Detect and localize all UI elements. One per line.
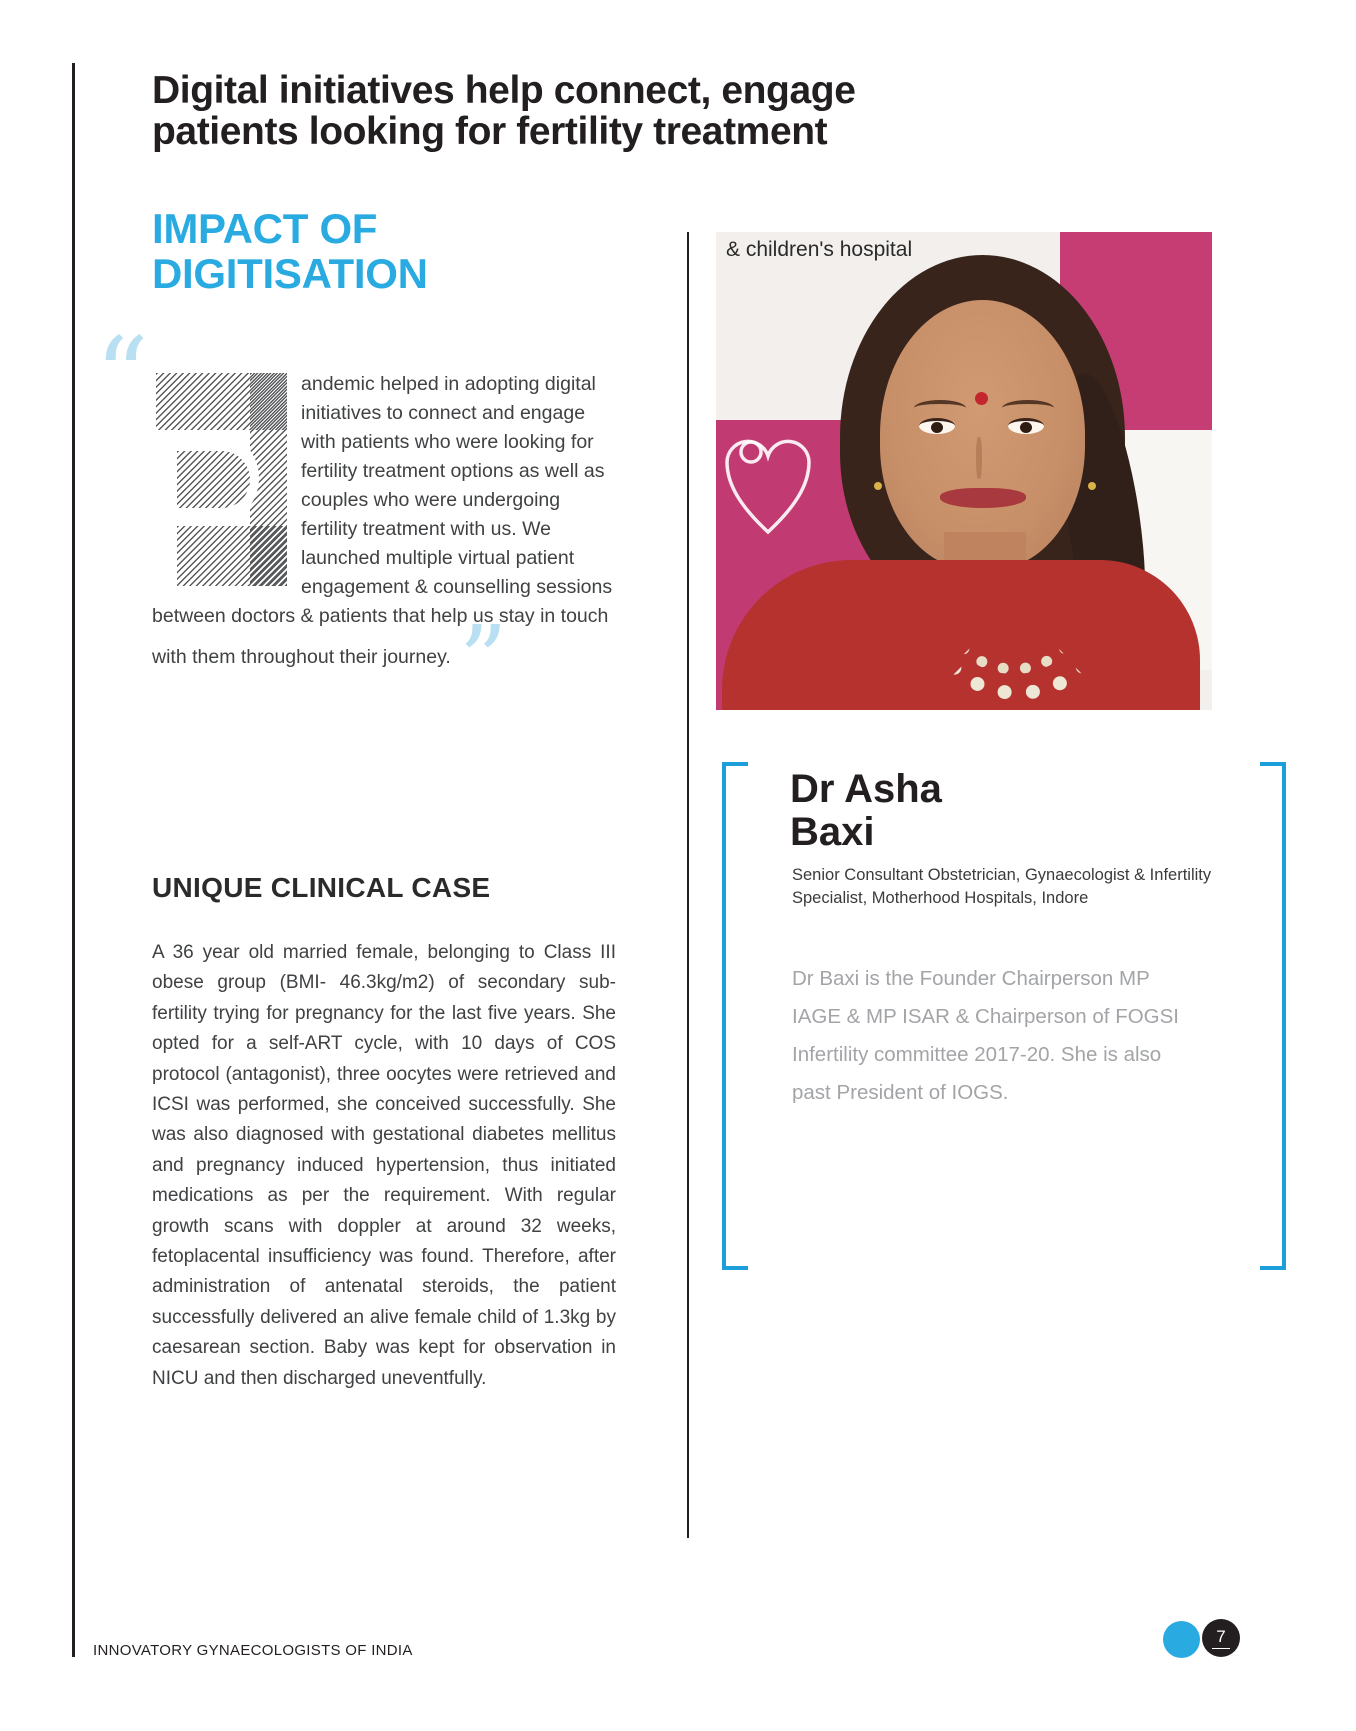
page-number-badge — [1202, 1619, 1240, 1657]
portrait-face — [880, 300, 1085, 570]
portrait-eye-right — [1008, 418, 1044, 434]
page-title-line1: Digital initiatives help connect, engage — [152, 69, 856, 112]
page-title-line2: patients looking for fertility treatment — [152, 110, 828, 153]
portrait-brow-right — [1002, 400, 1054, 416]
profile-bracket-right — [1260, 762, 1286, 1270]
earring-left — [874, 482, 882, 490]
close-quote-mark: ” — [458, 606, 508, 716]
drop-cap-p — [156, 373, 287, 586]
drop-cap-hatch-bottom — [177, 526, 287, 586]
clinical-case-body: A 36 year old married female, belonging to Class III obese group (BMI- 46.3kg/m2) of secondary sub-fertility trying for pregnancy for the last five years. She opted for a self-ART cycle, with 10 days of COS protocol (antagonist), three oocytes were retrieved and ICSI was performed, she conceived successfully. She was also diagnosed with gestational diabetes mellitus and pregnancy induced hypertension, thus initiated medications as per the requirement. With regular growth scans with doppler at around 32 weeks, fetoplacental insufficiency was found. Therefore, after administration of antenatal steroids, the patient successfully delivered an alive female child of 1.3kg by caesarean section. Baby was kept for observation in NICU and then discharged uneventfully. — [152, 942, 616, 1389]
page-number-accent-circle — [1163, 1621, 1200, 1658]
left-page-rule — [72, 63, 75, 1657]
doctor-bio: Dr Baxi is the Founder Chairperson MP IAGE & MP ISAR & Chairperson of FOGSI Infertility committee 2017-20. She is also past President of IOGS. — [792, 967, 1179, 1104]
doctor-name-line1: Dr Asha — [790, 767, 942, 811]
portrait-nose — [976, 437, 982, 479]
pearl-necklace-inner — [944, 552, 1084, 674]
mother-child-heart-icon — [718, 410, 818, 550]
doctor-name — [790, 768, 942, 854]
impact-heading-line2: DIGITISATION — [152, 250, 428, 297]
pull-quote — [95, 315, 616, 716]
footer-publication-name: INNOVATORY GYNAECOLOGISTS OF INDIA — [93, 1642, 413, 1659]
portrait-lips — [940, 488, 1026, 508]
impact-heading-line1: IMPACT OF — [152, 205, 378, 252]
quote-text: andemic helped in adopting digital initiatives to connect and engage with patients who were looking for fertility treatment options as well as couples who were undergoing fertility treatment with us. We launched multiple virtual patient engagement & counselling sessions between doctors & patients that help us stay in touch with them throughout their journey. — [152, 373, 613, 668]
portrait-photo — [716, 232, 1212, 710]
portrait-eye-left — [919, 418, 955, 434]
impact-section-heading — [152, 206, 428, 296]
portrait-brow-left — [914, 400, 966, 416]
doctor-name-line2: Baxi — [790, 810, 875, 854]
earring-right — [1088, 482, 1096, 490]
photo-hospital-text: & children's hospital — [726, 238, 913, 261]
doctor-role: Senior Consultant Obstetrician, Gynaecologist & Infertility Specialist, Motherhood Hospitals, Indore — [792, 866, 1212, 907]
open-quote-mark: “ — [95, 315, 149, 437]
profile-bracket-left — [722, 762, 748, 1270]
page-number: 7 — [1212, 1627, 1229, 1649]
bindi-dot — [975, 392, 988, 405]
column-divider-rule — [687, 232, 689, 1538]
clinical-case-heading: UNIQUE CLINICAL CASE — [152, 872, 491, 903]
page-title — [152, 70, 855, 152]
drop-cap-hatch-tongue — [177, 451, 250, 508]
